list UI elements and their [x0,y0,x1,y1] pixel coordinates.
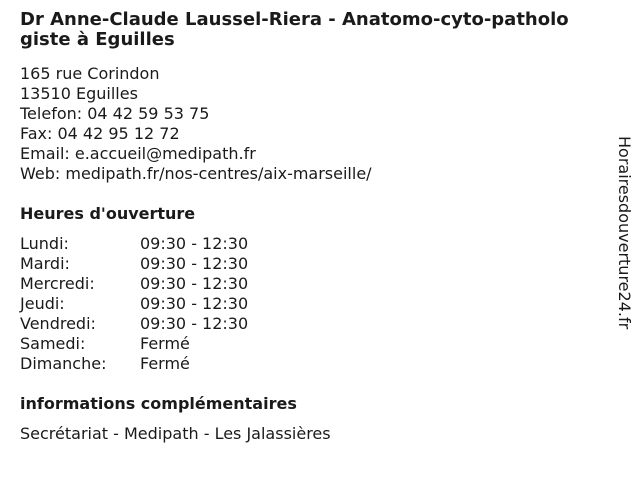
page-title: Dr Anne-Claude Laussel-Riera - Anatomo-cyto-pathologiste à Eguilles [20,9,569,50]
phone-number[interactable]: Telefon: 04 42 59 53 75 [20,104,210,123]
day-hours: 09:30 - 12:30 [140,314,249,333]
day-label: Jeudi: [20,294,65,313]
email-line [20,144,372,164]
day-label: Mercredi: [20,274,95,293]
email-label: Email: [20,144,75,163]
day-hours: 09:30 - 12:30 [140,234,249,253]
day-hours: 09:30 - 12:30 [140,294,249,313]
web-label: Web: [20,164,66,183]
street-address: 165 rue Corindon [20,64,160,83]
day-hours: Fermé [140,334,190,353]
opening-hours-table [20,234,248,374]
hours-row-tuesday [20,254,248,274]
hours-row-saturday [20,334,248,354]
city-address: 13510 Eguilles [20,84,138,103]
hours-row-friday [20,314,248,334]
web-link[interactable]: medipath.fr/nos-centres/aix-marseille/ [65,164,372,183]
day-hours: 09:30 - 12:30 [140,274,249,293]
hours-row-sunday [20,354,248,374]
day-label: Lundi: [20,234,69,253]
address-block [20,64,372,184]
additional-info-text: Secrétariat - Medipath - Les Jalassières [20,424,331,443]
day-hours: Fermé [140,354,190,373]
day-label: Dimanche: [20,354,107,373]
hours-row-thursday [20,294,248,314]
site-brand-vertical[interactable]: Horairesdouverture24.fr [615,136,634,330]
web-line [20,164,372,184]
day-label: Mardi: [20,254,70,273]
additional-info-heading: informations complémentaires [20,394,297,413]
hours-row-wednesday [20,274,248,294]
day-label: Samedi: [20,334,86,353]
hours-row-monday [20,234,248,254]
opening-hours-heading: Heures d'ouverture [20,204,196,223]
email-link[interactable]: e.accueil@medipath.fr [74,144,256,163]
day-label: Vendredi: [20,314,96,333]
fax-number: Fax: 04 42 95 12 72 [20,124,180,143]
day-hours: 09:30 - 12:30 [140,254,249,273]
